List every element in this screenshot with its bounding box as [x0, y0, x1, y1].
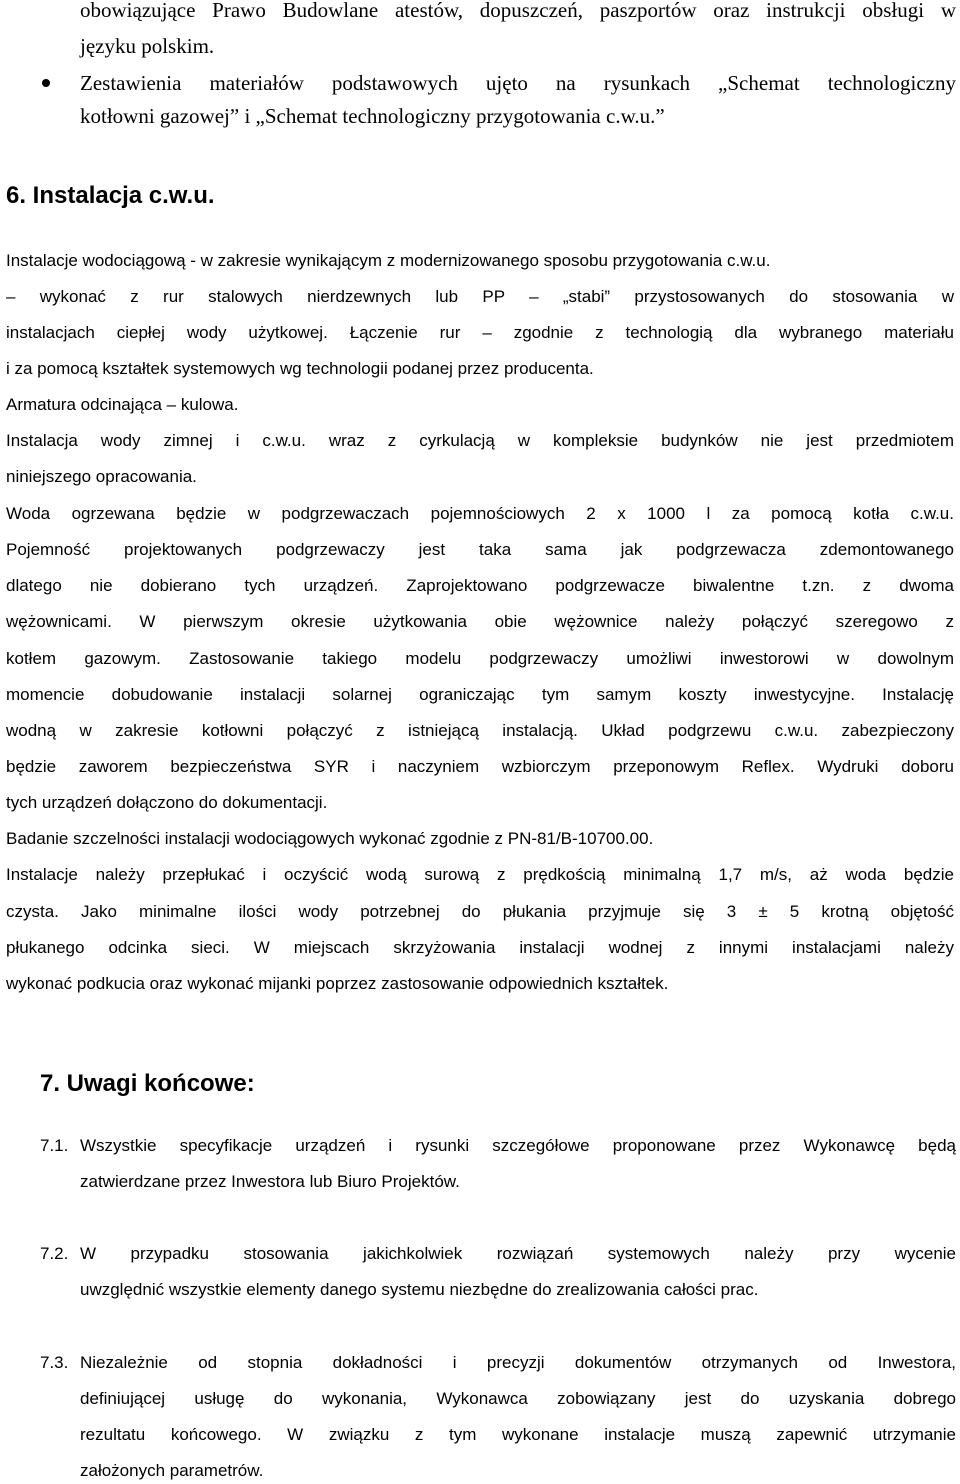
item-7-1-number: 7.1.: [40, 1136, 69, 1155]
item-7-3-line-2: definiującej usługę do wykonania, Wykonawca zobowiązany jest do uzyskania dobrego: [80, 1389, 956, 1408]
item-7-2-number: 7.2.: [40, 1244, 69, 1263]
s6-line-11: wężownicami. W pierwszym okresie użytkowania obie wężownice należy połączyć szeregowo z: [6, 612, 954, 631]
s6-line-21: wykonać podkucia oraz wykonać mijanki poprzez zastosowanie odpowiednich kształtek.: [6, 974, 669, 993]
item-7-2-line-2: uwzględnić wszystkie elementy danego systemu niezbędne do zrealizowania całości prac.: [80, 1280, 759, 1299]
s6-line-1: Instalacje wodociągową - w zakresie wynikającym z modernizowanego sposobu przygotowania c.w.u.: [6, 251, 771, 270]
item-7-3-line-1: Niezależnie od stopnia dokładności i precyzji dokumentów otrzymanych od Inwestora,: [80, 1353, 956, 1372]
s6-line-12: kotłem gazowym. Zastosowanie takiego modelu podgrzewaczy umożliwi inwestorowi w dowolnym: [6, 649, 954, 668]
s6-line-2: – wykonać z rur stalowych nierdzewnych lub PP – „stabi” przystosowanych do stosowania w: [6, 287, 954, 306]
item-7-3-number: 7.3.: [40, 1353, 69, 1372]
item-7-3-line-3: rezultatu końcowego. W związku z tym wykonane instalacje muszą zapewnić utrzymanie: [80, 1425, 956, 1444]
s6-line-3: instalacjach ciepłej wody użytkowej. Łączenie rur – zgodnie z technologią dla wybranego materiału: [6, 323, 954, 342]
section-6-heading: 6. Instalacja c.w.u.: [6, 182, 215, 209]
s6-line-20: płukanego odcinka sieci. W miejscach skrzyżowania instalacji wodnej z innymi instalacjami należy: [6, 938, 954, 957]
s6-line-16: tych urządzeń dołączono do dokumentacji.: [6, 793, 328, 812]
s6-line-6: Instalacja wody zimnej i c.w.u. wraz z cyrkulacją w kompleksie budynków nie jest przedmiotem: [6, 431, 954, 450]
item-7-1-line-2: zatwierdzane przez Inwestora lub Biuro Projektów.: [80, 1172, 460, 1191]
s6-line-15: będzie zaworem bezpieczeństwa SYR i naczyniem wzbiorczym przeponowym Reflex. Wydruki doboru: [6, 757, 954, 776]
s6-line-14: wodną w zakresie kotłowni połączyć z istniejącą instalacją. Układ podgrzewu c.w.u. zabezpieczony: [6, 721, 954, 740]
s6-line-18: Instalacje należy przepłukać i oczyścić wodą surową z prędkością minimalną 1,7 m/s, aż woda będzie: [6, 865, 954, 884]
s6-line-17: Badanie szczelności instalacji wodociągowych wykonać zgodnie z PN-81/B-10700.00.: [6, 829, 654, 848]
section-7-heading: 7. Uwagi końcowe:: [40, 1070, 255, 1097]
s6-line-19: czysta. Jako minimalne ilości wody potrzebnej do płukania przyjmuje się 3 ± 5 krotną objętość: [6, 902, 954, 921]
item-7-2-line-1: W przypadku stosowania jakichkolwiek rozwiązań systemowych należy przy wycenie: [80, 1244, 956, 1263]
bullet-text-line-1: Zestawienia materiałów podstawowych ujęto na rysunkach „Schemat technologiczny: [80, 71, 956, 95]
intro-line-1: obowiązujące Prawo Budowlane atestów, dopuszczeń, paszportów oraz instrukcji obsługi w: [80, 0, 956, 22]
intro-line-2: języku polskim.: [80, 34, 215, 58]
s6-line-13: momencie dobudowanie instalacji solarnej ograniczając tym samym koszty inwestycyjne. Instalację: [6, 685, 954, 704]
bullet-icon: [42, 79, 50, 87]
s6-line-8: Woda ogrzewana będzie w podgrzewaczach pojemnościowych 2 x 1000 l za pomocą kotła c.w.u.: [6, 504, 954, 523]
s6-line-9: Pojemność projektowanych podgrzewaczy jest taka sama jak podgrzewacza zdemontowanego: [6, 540, 954, 559]
item-7-3-line-4: założonych parametrów.: [80, 1461, 264, 1480]
item-7-1-line-1: Wszystkie specyfikacje urządzeń i rysunki szczegółowe proponowane przez Wykonawcę będą: [80, 1136, 956, 1155]
s6-line-5: Armatura odcinająca – kulowa.: [6, 395, 239, 414]
bullet-text-line-2: kotłowni gazowej” i „Schemat technologiczny przygotowania c.w.u.”: [80, 104, 665, 128]
s6-line-4: i za pomocą kształtek systemowych wg technologii podanej przez producenta.: [6, 359, 594, 378]
s6-line-7: niniejszego opracowania.: [6, 467, 197, 486]
s6-line-10: dlatego nie dobierano tych urządzeń. Zaprojektowano podgrzewacze biwalentne t.zn. z dwoma: [6, 576, 954, 595]
